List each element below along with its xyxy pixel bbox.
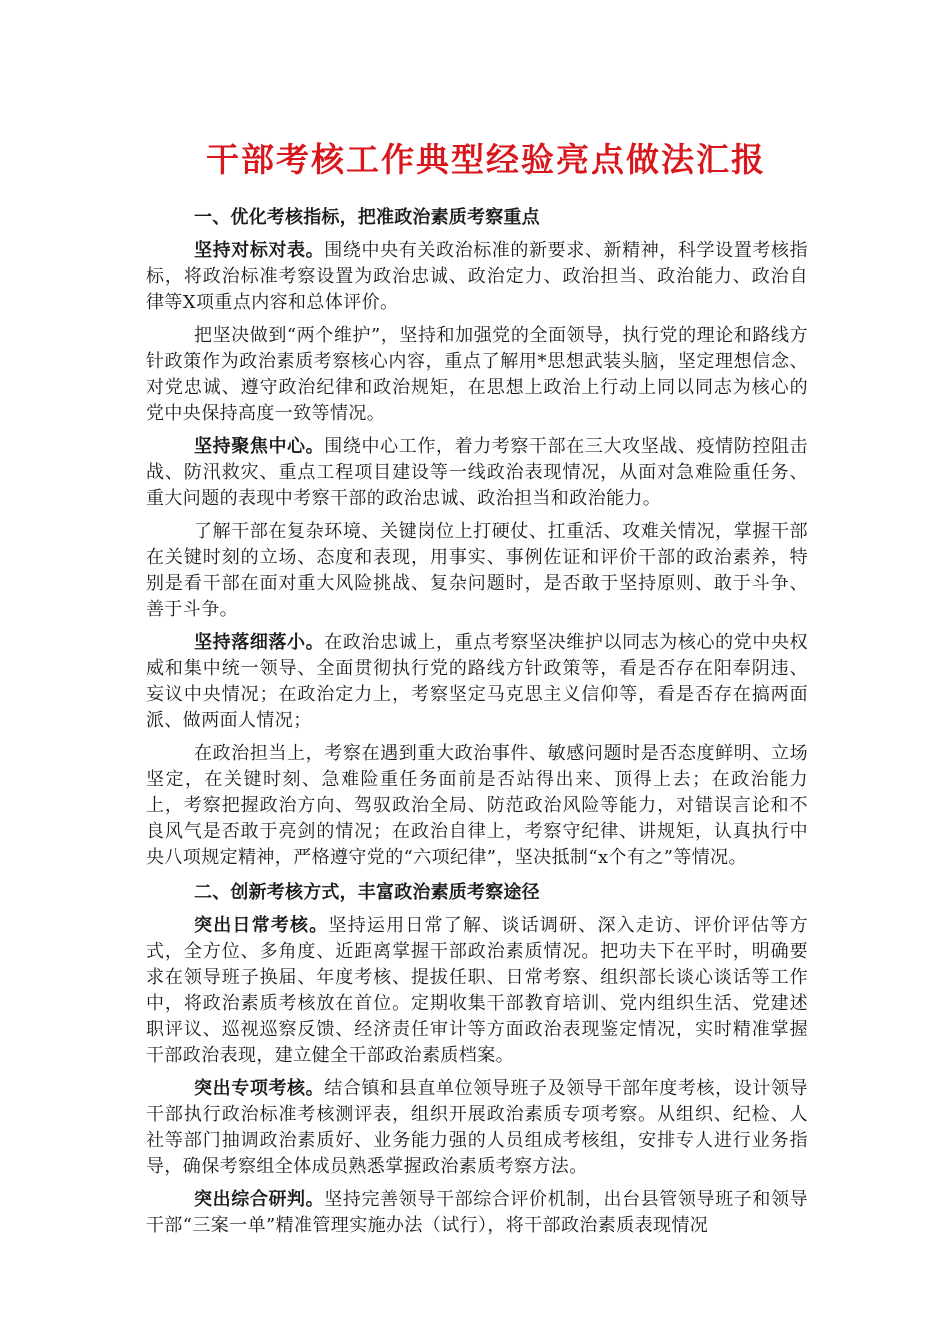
paragraph-text: 坚持运用日常了解、谈话调研、深入走访、评价评估等方式，全方位、多角度、近距离掌握干部政治素质情况。把功夫下在平时，明确要求在领导班子换届、年度考核、提拔任职、日常考察、组织部长谈心谈话等工作中，将政治素质考核放在首位。定期收集干部教育培训、党内组织生活、党建述职评议、巡视巡察反馈、经济责任审计等方面政治表现鉴定情况，实时精准掌握干部政治表现，建立健全干部政治素质档案。 — [146, 915, 808, 1066]
paragraph-text: 了解干部在复杂环境、关键岗位上打硬仗、扛重活、攻难关情况，掌握干部在关键时刻的立场、态度和表现，用事实、事例佐证和评价干部的政治素养，特别是看干部在面对重大风险挑战、复杂问题时，是否敢于坚持原则、敢于斗争、善于斗争。 — [146, 521, 808, 620]
paragraph — [146, 323, 808, 427]
paragraph — [146, 519, 808, 623]
paragraph — [146, 1076, 808, 1180]
paragraph-lead: 坚持对标对表。 — [194, 240, 325, 261]
paragraph-text: 结合镇和县直单位领导班子及领导干部年度考核，设计领导干部执行政治标准考核测评表，组织开展政治素质专项考察。从组织、纪检、人社等部门抽调政治素质好、业务能力强的人员组成考核组，安排专人进行业务指导，确保考察组全体成员熟悉掌握政治素质考察方法。 — [146, 1078, 808, 1177]
paragraph-text: 围绕中央有关政治标准的新要求、新精神，科学设置考核指标，将政治标准考察设置为政治忠诚、政治定力、政治担当、政治能力、政治自律等X项重点内容和总体评价。 — [146, 240, 808, 313]
paragraph-lead: 坚持落细落小。 — [194, 632, 325, 653]
paragraph-lead: 突出综合研判。 — [194, 1189, 325, 1210]
paragraph — [146, 913, 808, 1069]
paragraph-lead: 坚持聚焦中心。 — [194, 436, 325, 457]
paragraph-text: 在政治忠诚上，重点考察坚决维护以同志为核心的党中央权威和集中统一领导、全面贯彻执行党的路线方针政策等，看是否存在阳奉阴违、妄议中央情况；在政治定力上，考察坚定马克思主义信仰等，看是否存在搞两面派、做两面人情况； — [146, 632, 808, 731]
paragraph-text: 在政治担当上，考察在遇到重大政治事件、敏感问题时是否态度鲜明、立场坚定，在关键时刻、急难险重任务面前是否站得出来、顶得上去；在政治能力上，考察把握政治方向、驾驭政治全局、防范政治风险等能力，对错误言论和不良风气是否敢于亮剑的情况；在政治自律上，考察守纪律、讲规矩，认真执行中央八项规定精神，严格遵守党的“六项纪律”，坚决抵制“x个有之”等情况。 — [146, 743, 808, 868]
document-page — [146, 136, 808, 1246]
paragraph — [146, 741, 808, 871]
paragraph — [146, 434, 808, 512]
paragraph-text: 把坚决做到“两个维护”，坚持和加强党的全面领导，执行党的理论和路线方针政策作为政治素质考察核心内容，重点了解用*思想武装头脑，坚定理想信念、对党忠诚、遵守政治纪律和政治规矩，在思想上政治上行动上同以同志为核心的党中央保持高度一致等情况。 — [146, 325, 808, 424]
section-heading: 二、创新考核方式，丰富政治素质考察途径 — [194, 882, 540, 903]
paragraph-text: 围绕中心工作，着力考察干部在三大攻坚战、疫情防控阻击战、防汛救灾、重点工程项目建设等一线政治表现情况，从面对急难险重任务、重大问题的表现中考察干部的政治忠诚、政治担当和政治能力。 — [146, 436, 808, 509]
paragraph-text: 坚持完善领导干部综合评价机制，出台县管领导班子和领导干部“三案一单”精准管理实施办法（试行），将干部政治素质表现情况 — [146, 1189, 808, 1236]
document-title: 干部考核工作典型经验亮点做法汇报 — [206, 140, 766, 179]
section-2 — [146, 881, 808, 1239]
section-heading: 一、优化考核指标，把准政治素质考察重点 — [194, 207, 540, 228]
paragraph-lead: 突出专项考核。 — [194, 1078, 325, 1099]
section-1 — [146, 206, 808, 871]
paragraph — [146, 1187, 808, 1239]
paragraph — [146, 630, 808, 734]
paragraph — [146, 238, 808, 316]
paragraph-lead: 突出日常考核。 — [194, 915, 329, 936]
